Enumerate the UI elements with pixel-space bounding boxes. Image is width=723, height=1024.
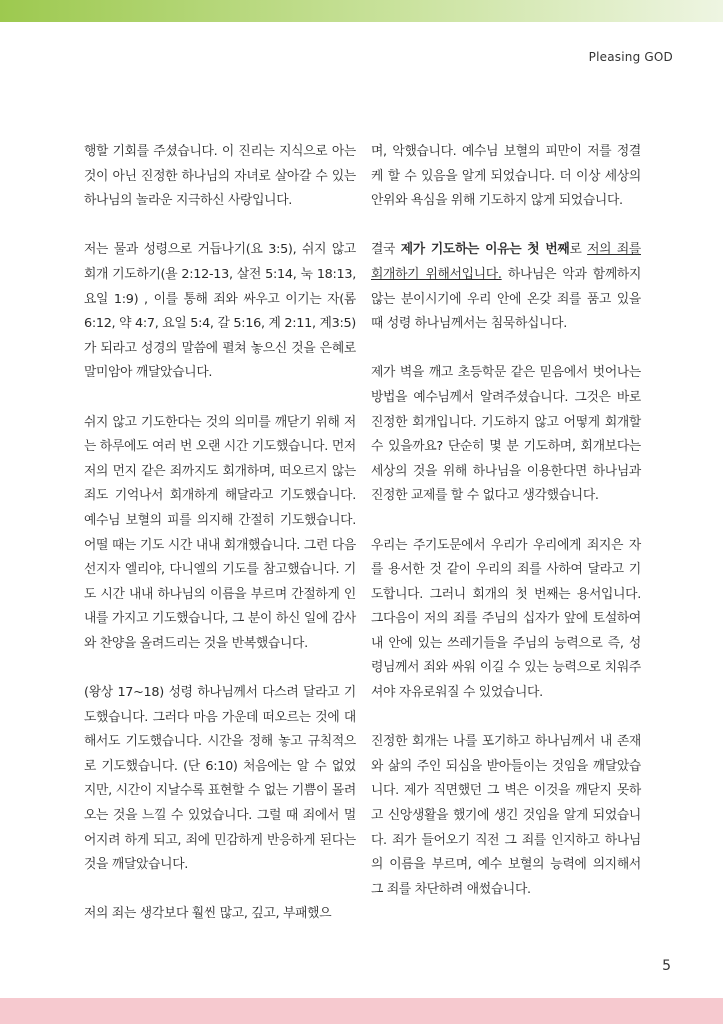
text-segment: 하나님은 악과 함께하지 않는 분이시기에 우리 안에 온갖 죄를 품고 있을 때 성령 하나님께서는 침묵하십니다.: [371, 266, 642, 332]
paragraph: 저의 죄는 생각보다 훨씬 많고, 깊고, 부패했으: [84, 906, 332, 922]
text-segment: 결국: [371, 242, 401, 258]
paragraph: 저는 물과 성령으로 거듭나기(요 3:5), 쉬지 않고 회개 기도하기(욜 2:12-13, 살전 5:14, 눅 18:13, 요일 1:9) , 이를 통해 죄와 싸우고 이기는 자(롬 6:12, 약 4:7, 요일 5:4, 갈 5:16, 계 2:11, 계3:5)가 되라고 성경의 말씀에 펼쳐 놓으신 것을 은혜로 말미암아 깨달았습니다.: [84, 242, 356, 381]
bold-emphasis: 제가 기도하는 이유는 첫 번째: [400, 242, 570, 258]
top-decorative-bar: [0, 0, 723, 22]
running-header: Pleasing GOD: [588, 50, 673, 64]
paragraph: 며, 악했습니다. 예수님 보혈의 피만이 저를 정결케 할 수 있음을 알게 되었습니다. 더 이상 세상의 안위와 욕심을 위해 기도하지 않게 되었습니다.: [371, 144, 641, 209]
left-column: [84, 140, 356, 927]
underlined-emphasis: 저의 죄를 회개하기 위해서입니다.: [371, 242, 641, 282]
paragraph: 우리는 주기도문에서 우리가 우리에게 죄지은 자를 용서한 것 같이 우리의 죄를 사하여 달라고 기도합니다. 그러니 회개의 첫 번째는 용서입니다. 그다음이 저의 죄를 주님의 십자가 앞에 토설하여 내 안에 있는 쓰레기들을 주님의 능력으로 즉, 성령님께서 죄와 싸워 이길 수 있는 능력으로 치워주셔야 자유로워질 수 있었습니다.: [371, 537, 641, 701]
paragraph: 쉬지 않고 기도한다는 것의 의미를 깨닫기 위해 저는 하루에도 여러 번 오랜 시간 기도했습니다. 먼저 저의 먼지 같은 죄까지도 회개하며, 떠오르지 않는 죄도 기억나서 회개하게 해달라고 기도했습니다. 예수님 보혈의 피를 의지해 간절히 기도했습니다. 어떨 때는 기도 시간 내내 회개했습니다. 그런 다음 선지자 엘리야, 다니엘의 기도를 참고했습니다. 기도 시간 내내 하나님의 이름을 부르며 간절하게 인내를 가지고 기도했습니다, 그 분이 하신 일에 감사와 찬양을 올려드리는 것을 반복했습니다.: [84, 414, 356, 651]
text-segment: 로: [569, 242, 588, 258]
bottom-decorative-bar: [0, 998, 723, 1024]
page-number: 5: [662, 958, 671, 974]
right-column: [371, 140, 641, 902]
paragraph-with-emphasis: [371, 238, 641, 336]
paragraph: 행할 기회를 주셨습니다. 이 진리는 지식으로 아는 것이 아닌 진정한 하나님의 자녀로 살아갈 수 있는 하나님의 놀라운 지극하신 사랑입니다.: [84, 144, 356, 209]
paragraph: 제가 벽을 깨고 초등학문 같은 믿음에서 벗어나는 방법을 예수님께서 알려주셨습니다. 그것은 바로 진정한 회개입니다. 기도하지 않고 어떻게 회개할 수 있을까요? 단순히 몇 분 기도하며, 회개보다는 세상의 것을 위해 하나님을 이용한다면 하나님과 진정한 교제를 할 수 없다고 생각했습니다.: [371, 365, 641, 504]
paragraph: (왕상 17~18) 성령 하나님께서 다스려 달라고 기도했습니다. 그러다 마음 가운데 떠오르는 것에 대해서도 기도했습니다. 시간을 정해 놓고 규칙적으로 기도했습니다. (단 6:10) 처음에는 알 수 없었지만, 시간이 지날수록 표현할 수 없는 기쁨이 몰려오는 것을 느낄 수 있었습니다. 그럴 때 죄에서 멀어지려 하게 되고, 죄에 민감하게 반응하게 된다는 것을 깨달았습니다.: [84, 685, 356, 873]
paragraph: 진정한 회개는 나를 포기하고 하나님께서 내 존재와 삶의 주인 되심을 받아들이는 것임을 깨달았습니다. 제가 직면했던 그 벽은 이것을 깨닫지 못하고 신앙생활을 했기에 생긴 것임을 알게 되었습니다. 죄가 들어오기 직전 그 죄를 인지하고 하나님의 이름을 부르며, 예수 보혈의 능력에 의지해서 그 죄를 차단하려 애썼습니다.: [371, 734, 641, 897]
